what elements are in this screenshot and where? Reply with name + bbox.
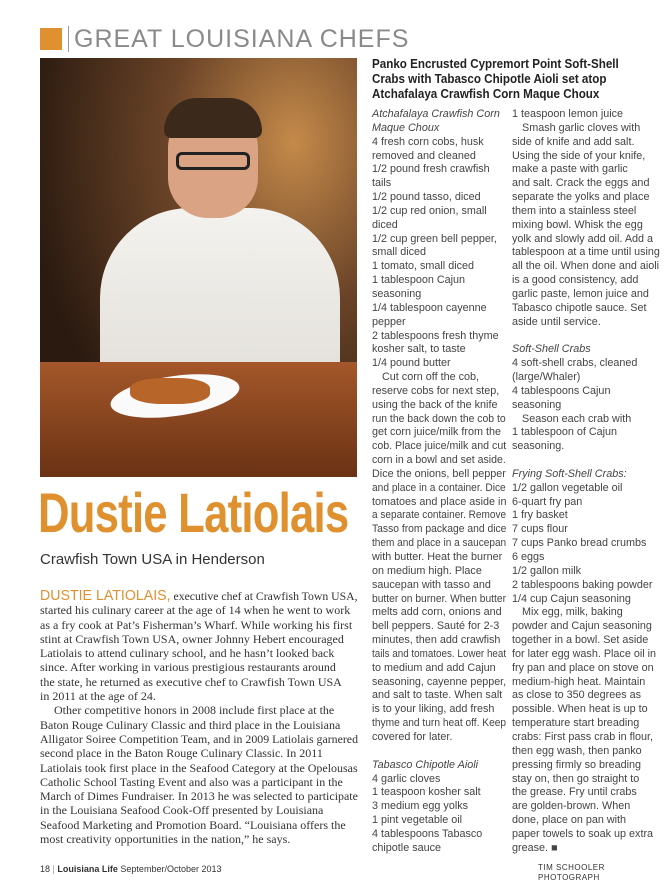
recipe-subheading: Frying Soft-Shell Crabs: [512, 467, 627, 480]
recipe-line: and salt to taste. When salt [372, 689, 503, 702]
recipe-line: done, place on pan with [512, 814, 627, 827]
recipe-line: 1 tomato, small diced [372, 260, 475, 273]
recipe-line: 7 cups flour [512, 523, 568, 536]
recipe-line: seasoning [512, 398, 562, 411]
recipe-line: seasoning, cayenne pepper, [372, 675, 507, 688]
recipe-line: to medium and add Cajun [372, 661, 496, 674]
recipe-line: powder and Cajun seasoning [512, 620, 652, 633]
recipe-line: as close to 350 degrees as [512, 689, 642, 702]
recipe-line: separate the yolks and place [512, 191, 650, 204]
recipe-line: side of knife and add salt. [512, 135, 635, 148]
recipe-line: kosher salt, to taste [372, 343, 466, 356]
recipe-line: using the back of the knife [372, 398, 498, 411]
bio-text [40, 589, 358, 846]
recipe-line: tails and tomatoes. Lower heat [372, 647, 507, 660]
recipe-line: minutes, then add crawfish [372, 634, 501, 647]
recipe-line: 2 tablespoons fresh thyme [372, 329, 499, 342]
bio-line: Catholic School Tasting Event and also was a participant in the [40, 774, 343, 789]
recipe-line: stay on, then go straight to [512, 772, 640, 785]
bio-line: since. After working in various prestigious restaurants around [40, 660, 336, 675]
recipe-line: run the back down the cob to [372, 412, 506, 425]
recipe-line: 1/2 pound fresh crawfish [372, 163, 490, 176]
bio-line: as a fry cook at Pat’s Fisherman’s Wharf. While working his first [40, 617, 353, 632]
recipe-line: pepper [372, 315, 406, 328]
recipe-line: with butter. Heat the burner [372, 551, 503, 563]
recipe-line: make a paste with garlic [512, 163, 628, 176]
page-number: 18 [40, 864, 51, 874]
recipe-line: yolk and slowly add oil. Add a [512, 232, 654, 245]
recipe-line: is a good consistency, add [512, 274, 639, 287]
recipe-line: 1/2 cup green bell pepper, [372, 232, 497, 245]
chef-photo [40, 58, 357, 477]
recipe-line: 3 medium egg yolks [372, 800, 469, 813]
recipe-line: mixing bowl. Whisk the egg [512, 218, 643, 231]
recipe-line: Smash garlic cloves with [522, 121, 641, 134]
recipe-line: covered for later. [372, 730, 453, 743]
recipe-line: 4 garlic cloves [372, 772, 441, 785]
bio-line: second place in the Baton Rouge Culinary Classic. In 2011 [40, 746, 323, 761]
recipe-line: possible. When heat is up to [512, 703, 648, 716]
recipe-subheading: Atchafalaya Crawfish Corn [372, 108, 500, 120]
bio-line: stint at Crawfish Town USA, owner Johnny Hebert encouraged [40, 631, 344, 646]
recipe-line: a separate container. Remove [372, 509, 507, 522]
recipe-line: tablespoon at a time until using [512, 246, 660, 259]
bio-line: Latiolais took first place in the Seafood Category at the Opelousas [40, 760, 358, 775]
recipe-line: and salt. Crack the eggs and [512, 177, 650, 190]
recipe-line: aside until service. [512, 315, 601, 328]
bio-line-text: executive chef at Crawfish Town USA, [170, 589, 358, 603]
recipe-line: get corn juice/milk from the [372, 426, 502, 439]
recipe-line: then egg wash, then panko [512, 744, 642, 757]
recipe-line: 6-quart fry pan [512, 495, 583, 508]
recipe-line: butter on burner. When butter [372, 592, 506, 605]
recipe-line: seasoning. [512, 440, 565, 453]
bio-line: Baton Rouge Culinary Classic and third place in the Louisiana [40, 717, 341, 732]
recipe-line: paper towels to soak up extra [512, 827, 654, 840]
recipe-subheading: Tabasco Chipotle Aioli [372, 758, 479, 771]
folio-separator: | [52, 864, 55, 874]
bio-lead-in: DUSTIE LATIOLAIS, [40, 588, 171, 604]
recipe-line: 4 tablespoons Cajun [512, 384, 611, 397]
recipe-line: (large/Whaler) [512, 371, 581, 384]
recipe-title: Panko Encrusted Cypremort Point Soft-Shell Crabs with Tabasco Chipotle Aioli set atop Atchafalaya Crawfish Corn Maque Choux [372, 57, 619, 101]
recipe-line: Using the side of your knife, [512, 149, 646, 162]
recipe-line: fry pan and place on stove on [512, 661, 654, 674]
bio-line: Latiolais to attend culinary school, and he hasn’t looked back [40, 646, 335, 661]
recipe-line: 1 teaspoon kosher salt [372, 786, 481, 799]
recipe-line: 4 tablespoons Tabasco [372, 827, 483, 840]
bio-line: the state, he returned as executive chef to Crawfish Town USA [40, 674, 342, 689]
recipe-line: tomatoes and place aside in [372, 495, 507, 508]
recipe-line: for later egg wash. Place oil in [512, 647, 657, 660]
bio-line: started his culinary career at the age of 14 when he went to work [40, 603, 351, 618]
bio-line: Seafood Marketing and Promotion Board. “Louisiana offers the [40, 817, 346, 832]
recipe-line: all the oil. When done and aioli [512, 260, 660, 273]
recipe-line: melts add corn, onions and [372, 606, 502, 619]
recipe-line: Mix egg, milk, baking [522, 606, 623, 619]
recipe-line: 1/4 tablespoon cayenne [372, 301, 487, 314]
recipe-line: grease. ■ [512, 841, 558, 854]
recipe-line: 4 soft-shell crabs, cleaned [512, 357, 638, 370]
restaurant-subtitle: Crawfish Town USA in Henderson [40, 551, 265, 568]
recipe-line: 1 fry basket [512, 509, 568, 522]
recipe-line: 1 tablespoon of Cajun [512, 426, 618, 439]
recipe-line: 1/4 cup Cajun seasoning [512, 592, 631, 605]
bio-line: Alligator Soiree Competition Team, and in 2009 Latiolais garnered [40, 731, 359, 746]
recipe-line: them and place in a saucepan [372, 537, 507, 550]
magazine-name: Louisiana Life [57, 864, 118, 874]
recipe-line: together in a bowl. Set aside [512, 634, 649, 647]
recipe-line: Cut corn off the cob, [382, 371, 480, 384]
recipe-line: Season each crab with [522, 412, 632, 425]
recipe-line: 1/4 pound butter [372, 357, 451, 370]
recipe-subheading: Maque Choux [372, 121, 440, 134]
recipe-line: Tabasco chipotle sauce. Set [512, 301, 647, 314]
section-accent-square [40, 28, 62, 50]
folio [40, 864, 221, 875]
header-divider [68, 26, 69, 52]
recipe-line: 6 eggs [512, 551, 545, 563]
recipe-line: on medium high. Place [372, 564, 482, 577]
recipe-line: bell peppers. Sauté for 2-3 [372, 620, 500, 633]
recipe-line: chipotle sauce [372, 841, 442, 854]
recipe-line: 1/2 gallon milk [512, 564, 582, 577]
bio-line: most creativity opportunities in the nation,” he says. [40, 832, 291, 847]
recipe-column-1 [372, 108, 506, 856]
recipe-line: removed and cleaned [372, 149, 476, 162]
section-title: GREAT LOUISIANA CHEFS [74, 25, 410, 53]
bio-line: in 2011 at the age of 24. [40, 689, 156, 704]
photo-credit: TIM SCHOOLER PHOTOGRAPH [538, 863, 605, 882]
recipe-line: diced [372, 218, 398, 231]
chef-name-headline: Dustie Latiolais [38, 481, 349, 544]
recipe-line: 1/2 pound tasso, diced [372, 191, 481, 204]
recipe-line: 1/2 gallon vegetable oil [512, 481, 623, 494]
issue-date: September/October 2013 [120, 864, 222, 874]
recipe-line: the grease. Fry until crabs [512, 786, 637, 799]
recipe-line: Dice the onions, bell pepper [372, 467, 506, 480]
bio-line: in the Louisiana Seafood Cook-Off presented by Louisiana [40, 803, 324, 818]
bio-line [40, 589, 358, 603]
recipe-line: 1/2 cup red onion, small [372, 204, 487, 217]
recipe-line: 4 fresh corn cobs, husk [372, 135, 484, 148]
recipe-line: crabs: First pass crab in flour, [512, 730, 654, 743]
bio-line: March of Dimes Fundraiser. In 2013 he was selected to participate [40, 789, 358, 804]
recipe-line: seasoning [372, 287, 422, 300]
recipe-line: them into a stainless steel [512, 204, 637, 217]
recipe-line: temperature start breading [512, 717, 640, 730]
recipe-line: 7 cups Panko bread crumbs [512, 537, 647, 550]
recipe-line: is to your liking, add fresh [372, 703, 495, 716]
recipe-line: garlic paste, lemon juice and [512, 287, 649, 300]
recipe-line: and place in a container. Dice [372, 481, 506, 494]
recipe-line: 2 tablespoons baking powder [512, 578, 653, 591]
recipe-line: medium-high heat. Maintain [512, 675, 646, 688]
recipe-line: pressing firmly so breading [512, 758, 642, 771]
recipe-line: thyme and turn heat off. Keep [372, 717, 507, 730]
recipe-line: Tasso from package and dice [372, 523, 507, 536]
recipe-line: saucepan with tasso and [372, 578, 491, 591]
recipe-line: reserve cobs for next step, [372, 384, 500, 397]
recipe-line: 1 pint vegetable oil [372, 814, 463, 827]
recipe-line: small diced [372, 246, 427, 259]
recipe-line: tails [372, 177, 392, 190]
recipe-column-2 [512, 108, 660, 856]
recipe-line: are golden-brown. When [512, 800, 631, 813]
bio-line: Other competitive honors in 2008 include first place at the [54, 703, 335, 718]
recipe-line: 1 teaspoon lemon juice [512, 108, 624, 120]
recipe-line: cob. Place juice/milk and cut [372, 440, 507, 453]
recipe-subheading: Soft-Shell Crabs [512, 343, 591, 356]
recipe-line: corn in a bowl and set aside. [372, 454, 506, 467]
recipe-line: 1 tablespoon Cajun [372, 274, 466, 287]
